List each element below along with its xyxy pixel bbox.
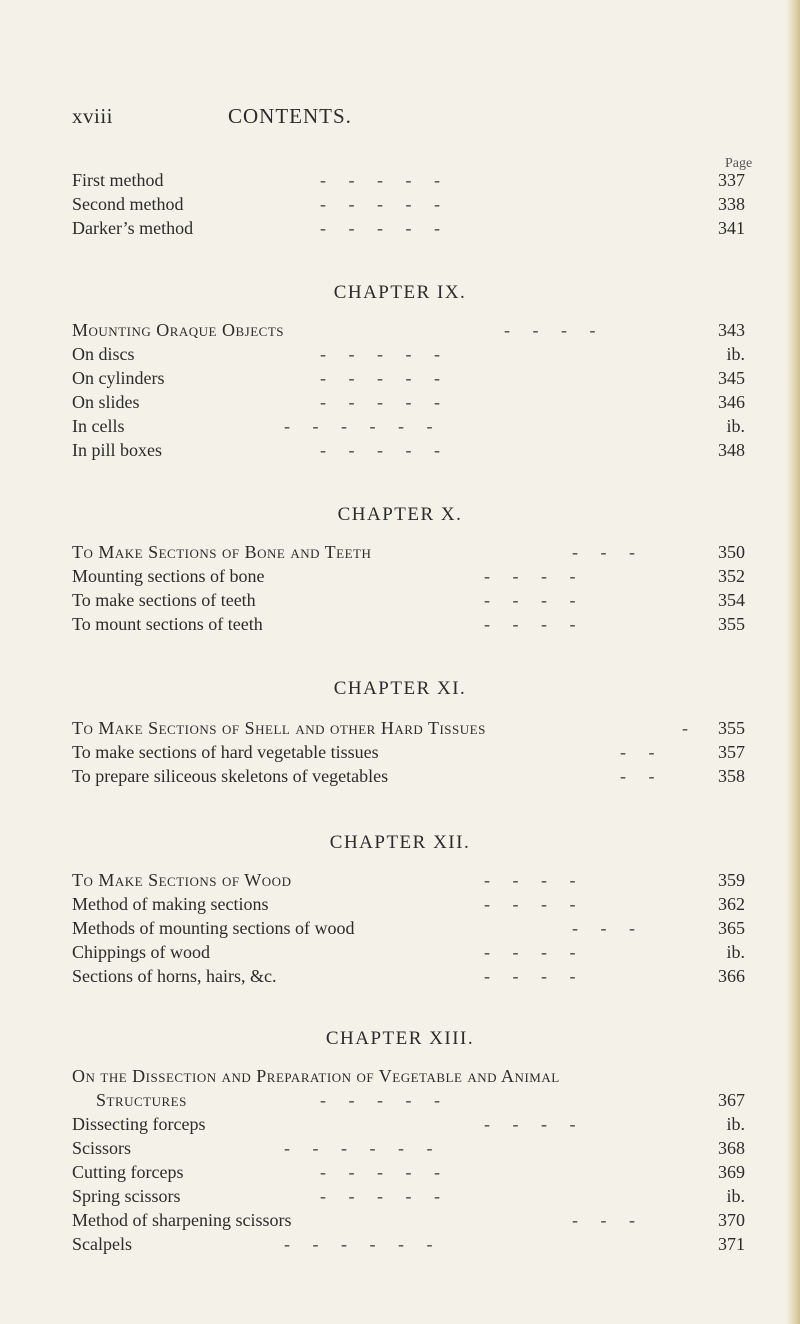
toc-entry <box>72 1114 752 1138</box>
entry-leader: - - - <box>572 918 635 938</box>
entry-page: 350 <box>718 542 745 562</box>
toc-entry <box>72 966 752 990</box>
entry-title: On discs <box>72 344 135 364</box>
entry-title: Cutting forceps <box>72 1162 184 1182</box>
entry-page: 355 <box>718 718 745 738</box>
chapter-heading: CHAPTER XI. <box>333 678 467 699</box>
entry-title: Mounting sections of bone <box>72 566 265 586</box>
entry-title: Scalpels <box>72 1234 132 1254</box>
entry-title: To make sections of teeth <box>72 590 256 610</box>
entry-leader: - - - - - <box>320 368 440 388</box>
toc-entry <box>72 1138 752 1162</box>
entry-page: 369 <box>718 1162 745 1182</box>
toc-entry <box>72 614 752 638</box>
entry-leader: - - - - <box>484 1114 576 1134</box>
toc-entry <box>72 566 752 590</box>
entry-page: 362 <box>718 894 745 914</box>
entry-title: Structures <box>96 1090 187 1110</box>
entry-leader: - - - <box>572 542 635 562</box>
entry-leader: - - - - <box>504 320 596 340</box>
entry-page: ib. <box>726 344 745 364</box>
entry-page: 354 <box>718 590 745 610</box>
entry-leader: - - - - - <box>320 170 440 190</box>
entry-page: 341 <box>718 218 745 238</box>
section-title: On the Dissection and Preparation of Vegetable and Animal <box>72 1066 560 1086</box>
toc-entry <box>72 368 752 392</box>
entry-leader: - - - - - <box>320 440 440 460</box>
entry-leader: - - - - - - <box>284 1234 433 1254</box>
entry-page: 337 <box>718 170 745 190</box>
entry-page: 366 <box>718 966 745 986</box>
entry-leader: - - - - - - <box>284 1138 433 1158</box>
entry-page: ib. <box>726 416 745 436</box>
toc-entry <box>72 392 752 416</box>
entry-title: To Make Sections of Shell and other Hard Tissues <box>72 718 486 738</box>
entry-page: ib. <box>726 942 745 962</box>
entry-title: Mounting Oraque Objects <box>72 320 285 340</box>
toc-entry <box>72 1162 752 1186</box>
entry-leader: - - - - <box>484 590 576 610</box>
chapter-heading: CHAPTER IX. <box>333 282 467 303</box>
toc-entry <box>72 542 752 566</box>
entry-page: 346 <box>718 392 745 412</box>
entry-title: In cells <box>72 416 125 436</box>
entry-title: Methods of mounting sections of wood <box>72 918 355 938</box>
toc-entry <box>72 170 752 194</box>
entry-page: 357 <box>718 742 745 762</box>
toc-entry <box>72 1186 752 1210</box>
entry-title: To make sections of hard vegetable tissues <box>72 742 379 762</box>
entry-page: 370 <box>718 1210 745 1230</box>
entry-title: In pill boxes <box>72 440 162 460</box>
toc-entry <box>96 1090 752 1114</box>
entry-title: Method of making sections <box>72 894 269 914</box>
entry-title: To prepare siliceous skeletons of vegetables <box>72 766 389 786</box>
entry-title: To mount sections of teeth <box>72 614 263 634</box>
folio: xviii <box>72 104 114 128</box>
toc-entry <box>72 1210 752 1234</box>
entry-title: Second method <box>72 194 184 214</box>
entry-page: 371 <box>718 1234 745 1254</box>
entry-title: First method <box>72 170 164 190</box>
toc-entry <box>72 440 752 464</box>
entry-leader: - - - - <box>484 942 576 962</box>
entry-title: Chippings of wood <box>72 942 211 962</box>
entry-leader: - <box>682 718 688 738</box>
entry-page: 348 <box>718 440 745 460</box>
entry-leader: - - - - <box>484 894 576 914</box>
entry-leader: - - - - <box>484 566 576 586</box>
entry-page: 345 <box>718 368 745 388</box>
entry-leader: - - - - <box>484 870 576 890</box>
entry-leader: - - - - - <box>320 218 440 238</box>
entry-title: On cylinders <box>72 368 165 388</box>
entry-leader: - - - - - <box>320 392 440 412</box>
entry-leader: - - - - - <box>320 194 440 214</box>
entry-page: 358 <box>718 766 745 786</box>
entry-title: Scissors <box>72 1138 132 1158</box>
entry-page: 338 <box>718 194 745 214</box>
toc-entry <box>72 416 752 440</box>
entry-page: ib. <box>726 1114 745 1134</box>
entry-title: Darker’s method <box>72 218 194 238</box>
entry-title: Spring scissors <box>72 1186 181 1206</box>
chapter-heading: CHAPTER X. <box>337 504 463 525</box>
toc-entry <box>72 194 752 218</box>
entry-leader: - - - - - <box>320 1186 440 1206</box>
entry-page: 343 <box>718 320 745 340</box>
chapter-heading: CHAPTER XII. <box>329 832 471 853</box>
entry-title: Method of sharpening scissors <box>72 1210 292 1230</box>
entry-page: 367 <box>718 1090 745 1110</box>
toc-entry <box>72 1234 752 1258</box>
page-edge <box>786 0 800 1324</box>
toc-entry <box>72 718 752 742</box>
entry-title: To Make Sections of Wood <box>72 870 292 890</box>
entry-page: 365 <box>718 918 745 938</box>
entry-leader: - - <box>620 766 655 786</box>
entry-leader: - - - <box>572 1210 635 1230</box>
toc-entry <box>72 766 752 790</box>
page-column-label: Page <box>725 156 753 171</box>
entry-leader: - - - - - <box>320 344 440 364</box>
toc-entry <box>72 344 752 368</box>
entry-page: 355 <box>718 614 745 634</box>
entry-leader: - - - - <box>484 966 576 986</box>
toc-entry <box>72 590 752 614</box>
chapter-heading: CHAPTER XIII. <box>325 1028 475 1049</box>
toc-entry <box>72 218 752 242</box>
entry-leader: - - - - - <box>320 1162 440 1182</box>
toc-entry <box>72 320 752 344</box>
entry-title: Dissecting forceps <box>72 1114 206 1134</box>
toc-entry <box>72 942 752 966</box>
running-head <box>0 104 800 134</box>
entry-page: 368 <box>718 1138 745 1158</box>
entry-leader: - - - - <box>484 614 576 634</box>
entry-page: ib. <box>726 1186 745 1206</box>
entry-title: Sections of horns, hairs, &c. <box>72 966 277 986</box>
entry-title: To Make Sections of Bone and Teeth <box>72 542 372 562</box>
entry-title: On slides <box>72 392 140 412</box>
entry-leader: - - - - - <box>320 1090 440 1110</box>
toc-entry <box>72 742 752 766</box>
running-title: CONTENTS. <box>228 104 352 128</box>
entry-page: 359 <box>718 870 745 890</box>
entry-leader: - - - - - - <box>284 416 433 436</box>
toc-entry <box>72 918 752 942</box>
entry-page: 352 <box>718 566 745 586</box>
toc-entry <box>72 870 752 894</box>
entry-leader: - - <box>620 742 655 762</box>
toc-entry <box>72 894 752 918</box>
